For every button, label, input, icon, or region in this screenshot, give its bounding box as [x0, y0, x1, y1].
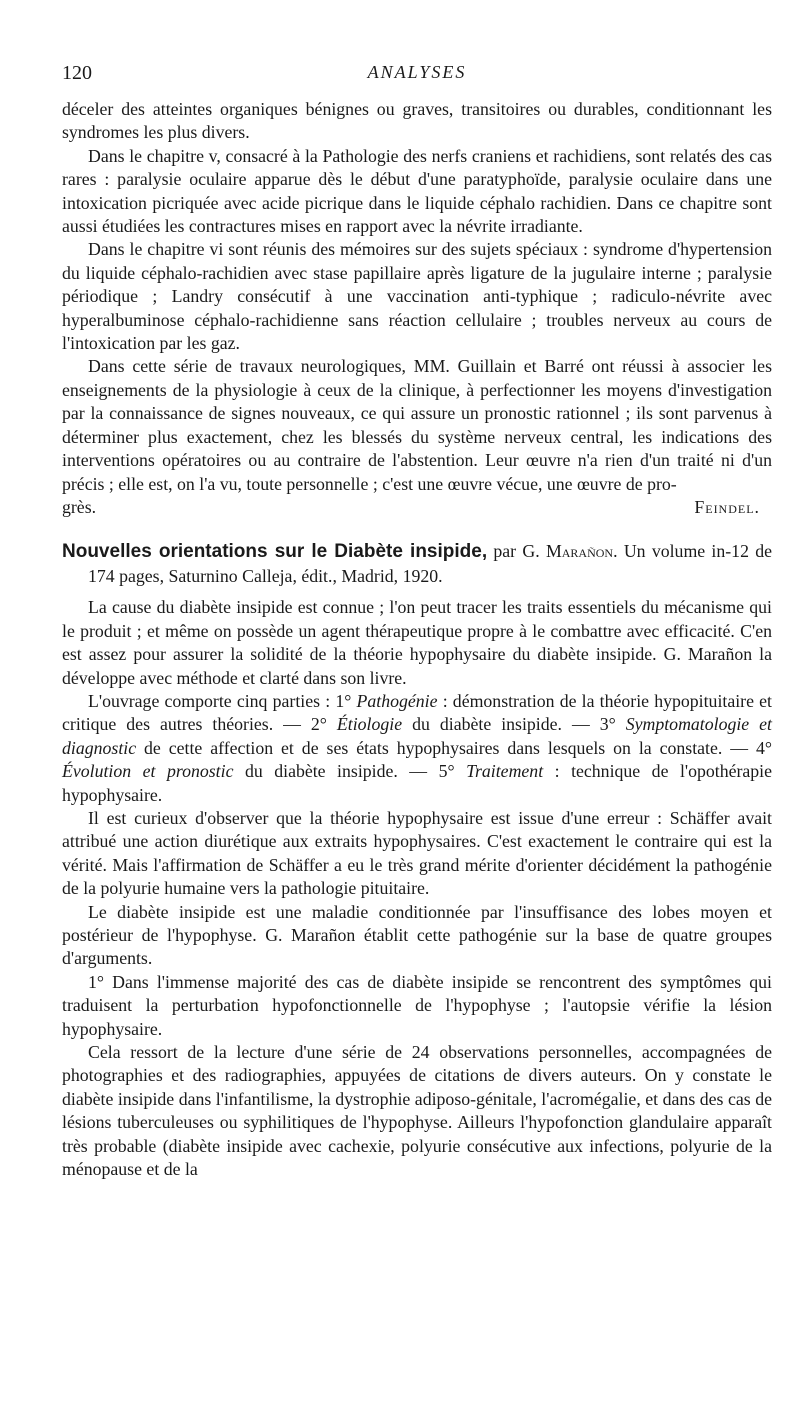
book-details: Un volume in-12 de 174 pages, Saturnino Calleja, édit., Madrid, 1920.: [88, 541, 773, 587]
text-run: de cette affection et de ses états hypophysaires dans lesquels on la constate. — 4°: [144, 737, 772, 758]
spacer: [62, 588, 772, 596]
review-heading: [62, 539, 772, 588]
paragraph: Dans cette série de travaux neurologiques, MM. Guillain et Barré ont réussi à associer les enseignements de la physiologie à ceux de la clinique, à perfectionner les moyens d'investigation par la connaissance de signes nouveaux, ce qui assure un pronostic rationnel ; ils sont parvenus à déterminer plus exactement, chez les blessés du système nerveux central, les indications des interventions opératoires ou au contraire de l'abstention. Leur œuvre n'a rien d'un traité ni d'un précis ; elle est, on l'a vu, toute personnelle ; c'est une œuvre vécue, une œuvre de pro-: [62, 356, 772, 494]
paragraph: Dans le chapitre vi sont réunis des mémoires sur des sujets spéciaux : syndrome d'hypertension du liquide céphalo-rachidien avec stase papillaire après ligature de la jugulaire interne ; paralysie périodique ; Landry consécutif à une vaccination anti-typhique ; radiculo-névrite avec hyperalbuminose céphalo-rachidienne sans réaction cellulaire ; troubles nerveux au cours de l'intoxication par les gaz.: [62, 239, 772, 354]
page-number: 120: [62, 62, 92, 84]
signature-line: [62, 496, 772, 519]
italic-term: Symptomatologie et diagnostic: [62, 714, 773, 758]
italic-term: Évolution et pronostic: [62, 761, 234, 782]
italic-term: Étiologie: [336, 714, 403, 735]
text-run: : démonstration de la théorie hypopituitaire et critique des autres théories. — 2°: [62, 690, 772, 735]
paragraph: Dans le chapitre v, consacré à la Pathologie des nerfs craniens et rachidiens, sont relatés des cas rares : paralysie oculaire apparue dès le début d'une paratyphoïde, paralysie oculaire dans une intoxication picriquée avec acide picrique dans le liquide céphalo rachidien. Dans ce chapitre sont aussi étudiées les contractures mises en rapport avec la névrite irradiante.: [62, 145, 772, 237]
running-head: [62, 58, 772, 98]
paragraph: Le diabète insipide est une maladie conditionnée par l'insuffisance des lobes moyen et postérieur de l'hypophyse. G. Marañon établit cette pathogénie sur la base de quatre groupes d'arguments.: [62, 901, 772, 969]
text-run: du diabète insipide. — 3°: [412, 714, 616, 735]
paragraph: [62, 690, 772, 807]
text-run: du diabète insipide. — 5°: [244, 761, 455, 782]
review-maranon: [62, 539, 772, 1181]
paragraph: La cause du diabète insipide est connue ; l'on peut tracer les traits essentiels du mécanisme qui le produit ; et même on possède un agent thérapeutique propre à le combattre avec efficacité. C'en est assez pour assurer la solidité de la théorie hypophysaire du diabète insipide. G. Marañon la développe avec méthode et clarté dans son livre.: [62, 597, 772, 688]
book-title: Nouvelles orientations sur le Diabète insipide,: [62, 541, 488, 563]
review-guillain-barre: [62, 98, 772, 519]
text-run: L'ouvrage comporte cinq parties : 1°: [88, 690, 352, 711]
paragraph: Cela ressort de la lecture d'une série de 24 observations personnelles, accompagnées de photographies et des radiographies, appuyées de citations de divers auteurs. On y constate le diabète insipide dans l'infantilisme, la dystrophie adiposo-génitale, l'acromégalie, et dans des cas de lésions tuberculeuses ou syphilitiques de l'hypophyse. Ailleurs l'hypofonction glandulaire apparaît très probable (diabète insipide avec cachexie, polyurie consécutive aux infections, polyurie de la ménopause et de la: [62, 1042, 772, 1180]
running-title: ANALYSES: [367, 62, 467, 82]
reviewer-signature: Feindel.: [694, 496, 760, 517]
italic-term: Pathogénie: [356, 690, 438, 711]
paragraph: Il est curieux d'observer que la théorie hypophysaire est issue d'une erreur : Schäffer avait attribué une action diurétique aux extraits hypophysaires. C'est exactement le contraire qui est la vérité. Mais l'affirmation de Schäffer a eu le très grand mérite d'orienter décidément la pathogénie de la polyurie humaine vers la pathologie pituitaire.: [62, 807, 772, 899]
book-author: G. Marañon.: [522, 541, 618, 562]
italic-term: Traitement: [466, 761, 544, 782]
paragraph-end: grès.: [62, 496, 97, 517]
text-run: : technique de l'opothérapie hypophysaire.: [62, 761, 773, 805]
paragraph: déceler des atteintes organiques bénignes ou graves, transitoires ou durables, conditionnant les syndromes les plus divers.: [62, 99, 772, 143]
paragraph: 1° Dans l'immense majorité des cas de diabète insipide se rencontrent des symptômes qui traduisent la perturbation hypofonctionnelle de l'hypophyse ; l'autopsie vérifie la lésion hypophysaire.: [62, 971, 772, 1039]
heading-by: par: [493, 541, 517, 562]
